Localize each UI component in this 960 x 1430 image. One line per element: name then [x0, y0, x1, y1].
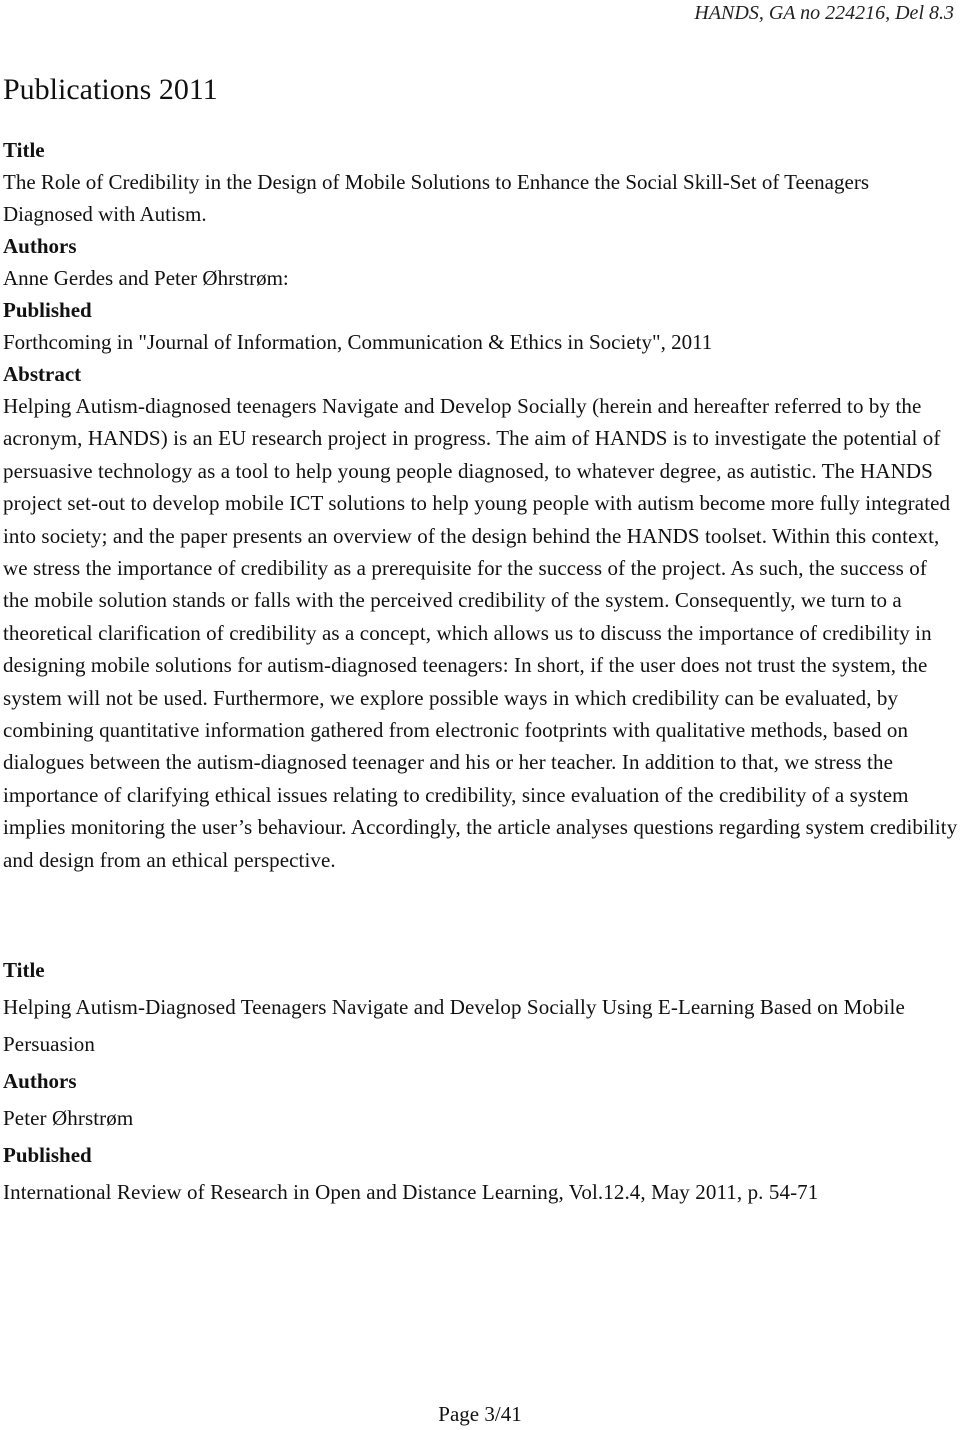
published-label: Published [3, 298, 92, 322]
publication-entry-2 [3, 952, 958, 1211]
publication-title: Helping Autism-Diagnosed Teenagers Navigate and Develop Socially Using E-Learning Based on Mobile Persuasion [3, 995, 905, 1057]
section-title: Publications 2011 [3, 73, 218, 106]
publication-title: The Role of Credibility in the Design of Mobile Solutions to Enhance the Social Skill-Set of Teenagers Diagnosed with Autism. [3, 170, 869, 226]
publication-authors: Peter Øhrstrøm [3, 1106, 134, 1131]
abstract-label: Abstract [3, 362, 82, 386]
authors-label: Authors [3, 234, 77, 258]
page-number: Page 3/41 [438, 1402, 522, 1426]
abstract-text: Helping Autism-diagnosed teenagers Navigate and Develop Socially (herein and hereafter referred to by the acronym, HANDS) is an EU research project in progress. The aim of HANDS is to investigate the potential of persuasive technology as a tool to help young people diagnosed, to whatever degree, as autistic. The HANDS project set-out to develop mobile ICT solutions to help young people with autism become more fully integrated into society; and the paper presents an overview of the design behind the HANDS toolset. Within this context, we stress the importance of credibility as a prerequisite for the success of the project. As such, the success of the mobile solution stands or falls with the perceived credibility of the system. Consequently, we turn to a theoretical clarification of credibility as a concept, which allows us to discuss the importance of credibility in designing mobile solutions for autism-diagnosed teenagers: In short, if the user does not trust the system, the system will not be used. Furthermore, we explore possible ways in which credibility can be evaluated, by combining quantitative information gathered from electronic footprints with qualitative methods, based on dialogues between the autism-diagnosed teenager and his or her teacher. In addition to that, we stress the importance of clarifying ethical issues relating to credibility, since evaluation of the credibility of a system implies monitoring the user’s behaviour. Accordingly, the article analyses questions regarding system credibility and design from an ethical perspective. [3, 394, 958, 872]
authors-label: Authors [3, 1069, 77, 1094]
published-label: Published [3, 1143, 92, 1168]
running-header: HANDS, GA no 224216, Del 8.3 [694, 2, 954, 24]
title-label: Title [3, 138, 45, 162]
title-label: Title [3, 958, 45, 983]
publication-authors: Anne Gerdes and Peter Øhrstrøm: [3, 266, 289, 290]
publication-venue: Forthcoming in "Journal of Information, Communication & Ethics in Society", 2011 [3, 330, 713, 354]
page-content [3, 72, 958, 1211]
publication-venue: International Review of Research in Open and Distance Learning, Vol.12.4, May 2011, p. 54-71 [3, 1180, 819, 1205]
publication-entry-1 [3, 134, 958, 876]
